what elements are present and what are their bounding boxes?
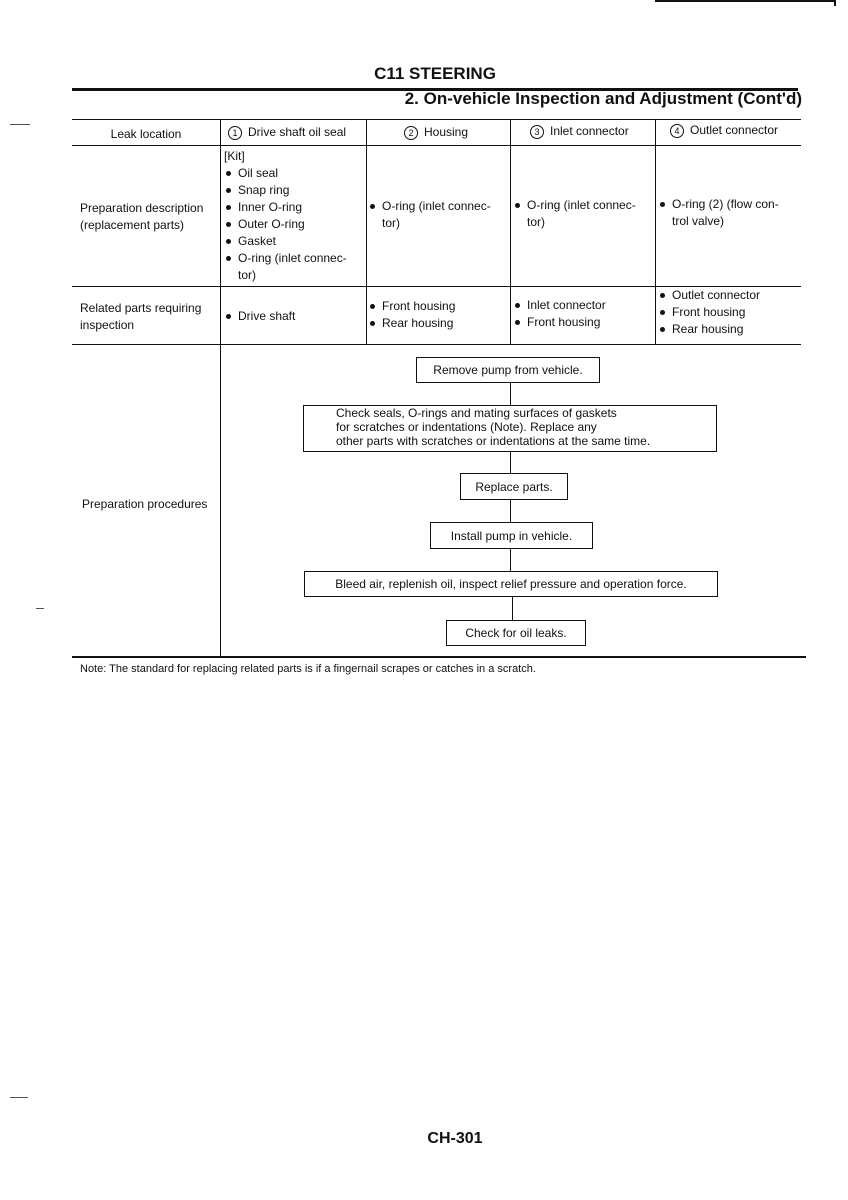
list-item: O-ring (inlet connec- bbox=[224, 250, 364, 267]
scan-mark bbox=[36, 608, 44, 609]
related-col-2 bbox=[368, 298, 508, 332]
table-col-divider-4 bbox=[655, 119, 656, 344]
table-top-rule bbox=[72, 119, 801, 120]
table-bottom-rule bbox=[72, 656, 806, 658]
related-col-4 bbox=[658, 287, 803, 338]
flow-connector-4 bbox=[510, 548, 511, 572]
flow-step-install-pump: Install pump in vehicle. bbox=[430, 522, 593, 549]
scan-mark bbox=[10, 124, 30, 125]
list-item: Front housing bbox=[658, 304, 803, 321]
flow-connector-2 bbox=[510, 451, 511, 473]
row-label-related-parts: Related parts requiring inspection bbox=[80, 301, 202, 332]
flow-connector-1 bbox=[510, 382, 511, 406]
column-header-4: 4 Outlet connector bbox=[670, 122, 778, 139]
list-item: Front housing bbox=[368, 298, 508, 315]
list-item: Rear housing bbox=[658, 321, 803, 338]
list-item: O-ring (inlet connec- bbox=[513, 197, 653, 214]
kit-items-list bbox=[224, 165, 364, 284]
list-item: Front housing bbox=[513, 314, 653, 331]
prep-col-4 bbox=[658, 196, 803, 230]
list-item: O-ring (inlet connec- bbox=[368, 198, 508, 215]
list-item: Inner O-ring bbox=[224, 199, 364, 216]
prep-col-1 bbox=[224, 148, 364, 284]
circled-number-2: 2 bbox=[404, 126, 418, 140]
list-item-continuation: tor) bbox=[382, 216, 400, 230]
row-label-procedures: Preparation procedures bbox=[82, 497, 208, 511]
circled-number-3: 3 bbox=[530, 125, 544, 139]
list-item: Inlet connector bbox=[513, 297, 653, 314]
chapter-title: C11 STEERING bbox=[374, 64, 496, 83]
table-row-rule-2 bbox=[72, 344, 801, 345]
list-item-continuation: tor) bbox=[238, 268, 256, 282]
row-label-leak-location: Leak location bbox=[110, 127, 182, 141]
scan-mark bbox=[10, 1097, 28, 1098]
footnote: Note: The standard for replacing related parts is if a fingernail scrapes or catches in a scratch. bbox=[80, 663, 536, 675]
column-header-2: 2 Housing bbox=[404, 124, 468, 141]
flow-step-bleed-air: Bleed air, replenish oil, inspect relief pressure and operation force. bbox=[304, 571, 718, 597]
flow-step-remove-pump: Remove pump from vehicle. bbox=[416, 357, 600, 383]
table-col-divider-2 bbox=[366, 119, 367, 344]
flow-connector-3 bbox=[510, 499, 511, 523]
list-item-continuation: trol valve) bbox=[672, 214, 725, 228]
section-title: 2. On-vehicle Inspection and Adjustment (Cont'd) bbox=[404, 89, 802, 108]
related-col-1 bbox=[224, 308, 364, 325]
circled-number-4: 4 bbox=[670, 124, 684, 138]
list-item: Oil seal bbox=[224, 165, 364, 182]
flow-step-replace-parts: Replace parts. bbox=[460, 473, 568, 500]
column-header-3: 3 Inlet connector bbox=[530, 123, 629, 140]
related-col-3 bbox=[513, 297, 653, 331]
flow-step-check-leaks: Check for oil leaks. bbox=[446, 620, 586, 646]
corner-mark-tick bbox=[834, 0, 836, 6]
list-item: Snap ring bbox=[224, 182, 364, 199]
list-item: Rear housing bbox=[368, 315, 508, 332]
table-col-divider-3 bbox=[510, 119, 511, 344]
flow-step-check-seals: Check seals, O-rings and mating surfaces of gaskets for scratches or indentations (Note). Replace any other parts with scratches or indentations at the same time. bbox=[303, 405, 717, 452]
list-item: O-ring (2) (flow con- bbox=[658, 196, 803, 213]
column-header-1: 1 Drive shaft oil seal bbox=[228, 124, 346, 141]
list-item-continuation: tor) bbox=[527, 215, 545, 229]
row-label-prep-desc: Preparation description (replacement parts) bbox=[80, 201, 204, 232]
table-header-rule bbox=[72, 145, 801, 146]
table-col-divider-1 bbox=[220, 119, 221, 657]
list-item: Gasket bbox=[224, 233, 364, 250]
kit-label: [Kit] bbox=[224, 149, 245, 163]
prep-col-3 bbox=[513, 197, 653, 231]
list-item: Drive shaft bbox=[224, 308, 364, 325]
list-item: Outlet connector bbox=[658, 287, 803, 304]
flow-connector-5 bbox=[512, 596, 513, 621]
prep-col-2 bbox=[368, 198, 508, 232]
page-number: CH-301 bbox=[427, 1130, 483, 1144]
list-item: Outer O-ring bbox=[224, 216, 364, 233]
corner-mark bbox=[655, 0, 835, 2]
circled-number-1: 1 bbox=[228, 126, 242, 140]
